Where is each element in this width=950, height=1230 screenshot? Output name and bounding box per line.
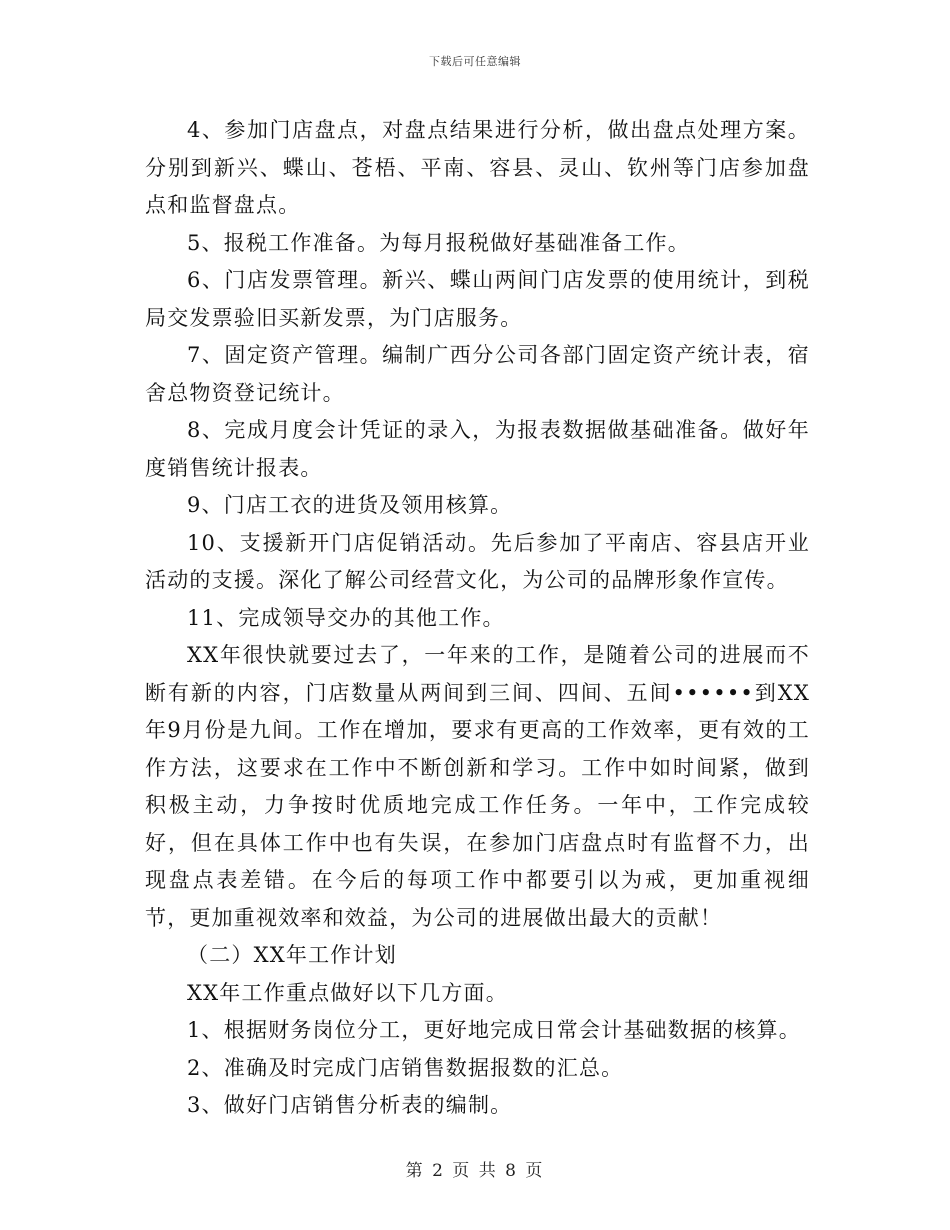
paragraph-item-5: 5、报税工作准备。为每月报税做好基础准备工作。: [187, 230, 690, 255]
paragraph-plan-2: 2、准确及时完成门店销售数据报数的汇总。: [187, 1055, 624, 1080]
paragraph-summary: XX年很快就要过去了，一年来的工作，是随着公司的进展而不断有新的内容，门店数量从两间到三间、四间、五间••••••到XX年9月份是九间。工作在增加，要求有更高的工作效率，更有效的工作方法，这要求在工作中不断创新和学习。工作中如时间紧，做到积极主动，力争按时优质地完成工作任务。一年中，工作完成较好，但在具体工作中也有失误，在参加门店盘点时有监督不力，出现盘点表差错。在今后的每项工作中都要引以为戒，更加重视细节，更加重视效率和效益，为公司的进展做出最大的贡献！: [145, 643, 810, 930]
paragraph-item-10: 10、支援新开门店促销活动。先后参加了平南店、容县店开业活动的支援。深化了解公司经营文化，为公司的品牌形象作宣传。: [145, 530, 810, 592]
paragraph-plan-intro: XX年工作重点做好以下几方面。: [187, 980, 508, 1005]
page-header: 下载后可任意编辑: [429, 55, 521, 68]
page-number-footer: 第 2 页 共 8 页: [405, 1161, 545, 1181]
document-body: [145, 112, 810, 1125]
paragraph-item-11: 11、完成领导交办的其他工作。: [187, 605, 505, 630]
paragraph-plan-3: 3、做好门店销售分析表的编制。: [187, 1093, 513, 1117]
paragraph-item-6: 6、门店发票管理。新兴、蝶山两间门店发票的使用统计，到税局交发票验旧买新发票，为门店服务。: [145, 268, 810, 330]
paragraph-item-4: 4、参加门店盘点，对盘点结果进行分析，做出盘点处理方案。分别到新兴、蝶山、苍梧、平南、容县、灵山、钦州等门店参加盘点和监督盘点。: [145, 118, 810, 217]
paragraph-item-9: 9、门店工衣的进货及领用核算。: [187, 493, 513, 517]
section-heading-plan: （二）XX年工作计划: [187, 943, 397, 967]
paragraph-plan-1: 1、根据财务岗位分工，更好地完成日常会计基础数据的核算。: [187, 1018, 801, 1042]
paragraph-item-8: 8、完成月度会计凭证的录入，为报表数据做基础准备。做好年度销售统计报表。: [145, 418, 810, 480]
paragraph-item-7: 7、固定资产管理。编制广西分公司各部门固定资产统计表，宿舍总物资登记统计。: [145, 343, 810, 405]
